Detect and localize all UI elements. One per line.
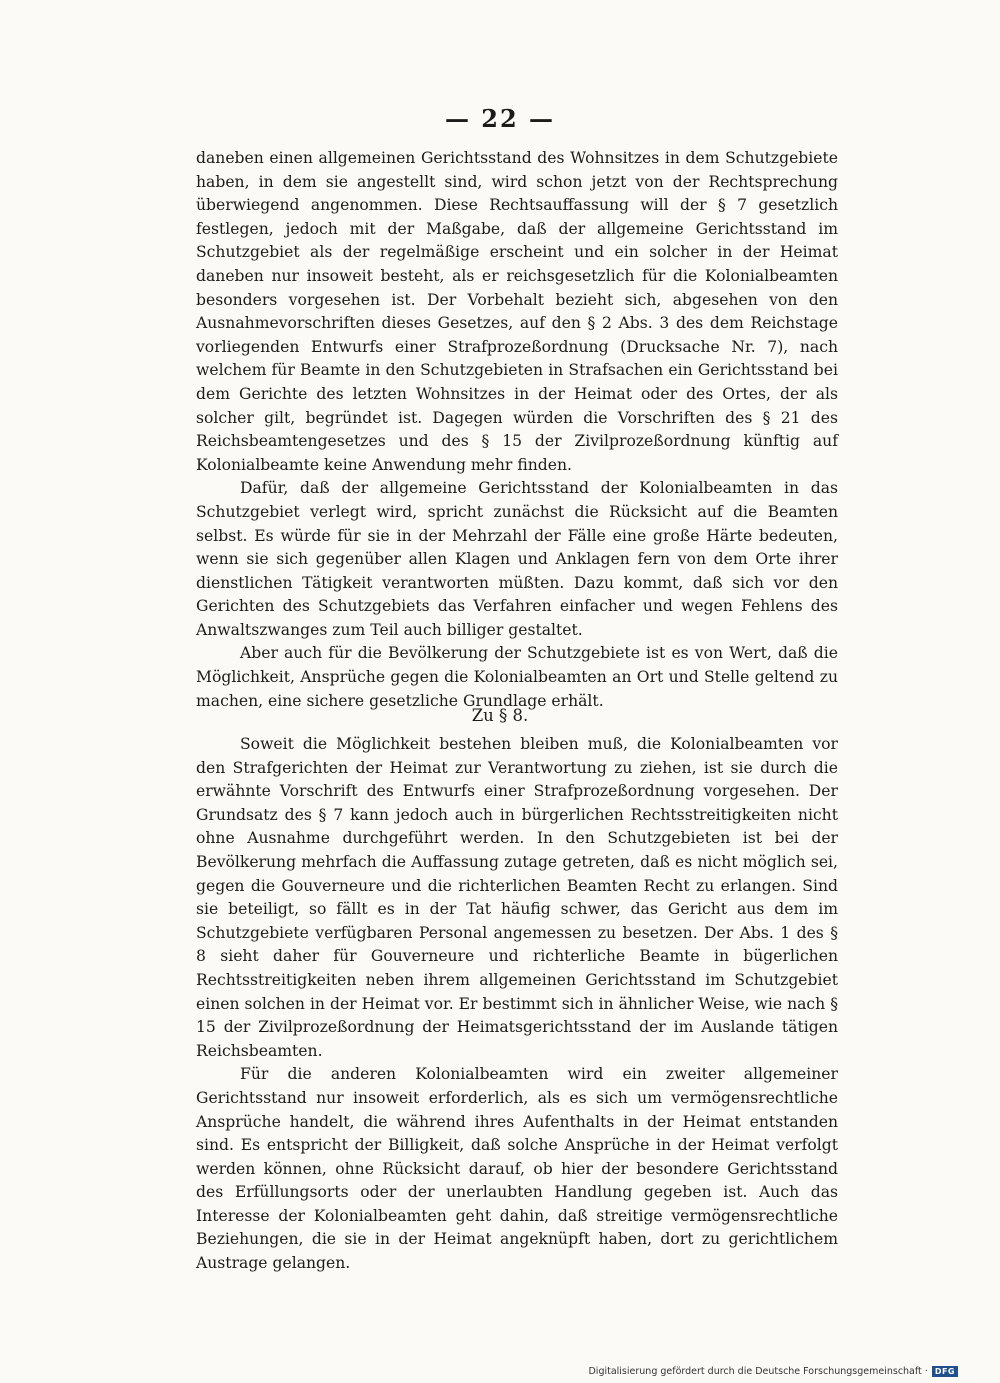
digitization-footer <box>588 1366 958 1377</box>
page-number: — 22 — <box>444 104 556 133</box>
paragraph: daneben einen allgemeinen Gerichtsstand des Wohnsitzes in dem Schutzgebiete haben, in dem sie angestellt sind, wird schon jetzt von der Rechtsprechung überwiegend angenommen. Diese Rechtsauffassung will der § 7 gesetzlich festlegen, jedoch mit der Maßgabe, daß der allgemeine Gerichtsstand im Schutzgebiet als der regelmäßige erscheint und ein solcher in der Heimat daneben nur insoweit besteht, als er reichsgesetzlich für die Kolonialbeamten besonders vorgesehen ist. Der Vorbehalt bezieht sich, abgesehen von den Ausnahmevorschriften dieses Gesetzes, auf den § 2 Abs. 3 des dem Reichstage vorliegenden Entwurfs einer Strafprozeßordnung (Drucksache Nr. 7), nach welchem für Beamte in den Schutzgebieten in Strafsachen ein Gerichtsstand bei dem Gerichte des letzten Wohnsitzes in der Heimat oder des Ortes, der als solcher gilt, begründet ist. Dagegen würden die Vorschriften des § 21 des Reichsbeamtengesetzes und des § 15 der Zivilprozeßordnung künftig auf Kolonialbeamte keine Anwendung mehr finden. <box>196 149 838 474</box>
section-heading: Zu § 8. <box>471 706 529 725</box>
dfg-logo: DFG <box>932 1366 958 1377</box>
section-1-text <box>196 147 838 713</box>
paragraph: Aber auch für die Bevölkerung der Schutzgebiete ist es von Wert, daß die Möglichkeit, Ansprüche gegen die Kolonialbeamten an Ort und Stelle geltend zu machen, eine sichere gesetzliche Grundlage erhält. <box>196 644 838 710</box>
footer-text: Digitalisierung gefördert durch die Deutsche Forschungsgemeinschaft · <box>588 1366 928 1377</box>
paragraph: Dafür, daß der allgemeine Gerichtsstand der Kolonialbeamten in das Schutzgebiet verlegt wird, spricht zunächst die Rücksicht auf die Beamten selbst. Es würde für sie in der Mehrzahl der Fälle eine große Härte bedeuten, wenn sie sich gegenüber allen Klagen und Anklagen fern von dem Orte ihrer dienstlichen Tätigkeit verantworten müßten. Dazu kommt, daß sich vor den Gerichten des Schutzgebiets das Verfahren einfacher und wegen Fehlens des Anwaltszwanges zum Teil auch billiger gestaltet. <box>196 479 838 639</box>
paragraph: Soweit die Möglichkeit bestehen bleiben muß, die Kolonialbeamten vor den Strafgerichten der Heimat zur Verantwortung zu ziehen, ist sie durch die erwähnte Vorschrift des Entwurfs einer Strafprozeßordnung vorgesehen. Der Grundsatz des § 7 kann jedoch auch in bürgerlichen Rechtsstreitigkeiten nicht ohne Ausnahme durchgeführt werden. In den Schutzgebieten ist bei der Bevölkerung mehrfach die Auffassung zutage getreten, daß es nicht möglich sei, gegen die Gouverneure und die richterlichen Beamten Recht zu erlangen. Sind sie beteiligt, so fällt es in der Tat häufig schwer, das Gericht aus dem im Schutzgebiete verfügbaren Personal angemessen zu besetzen. Der Abs. 1 des § 8 sieht daher für Gouverneure und richterliche Beamte in bügerlichen Rechtsstreitigkeiten neben ihrem allgemeinen Gerichtsstand im Schutzgebiet einen solchen in der Heimat vor. Er bestimmt sich in ähnlicher Weise, wie nach § 15 der Zivilprozeßordnung der Heimatsgerichtsstand der im Auslande tätigen Reichsbeamten. <box>196 735 838 1060</box>
section-2-text <box>196 733 838 1276</box>
paragraph: Für die anderen Kolonialbeamten wird ein zweiter allgemeiner Gerichtsstand nur insoweit erforderlich, als es sich um vermögensrechtliche Ansprüche handelt, die während ihres Aufenthalts in der Heimat entstanden sind. Es entspricht der Billigkeit, daß solche Ansprüche in der Heimat verfolgt werden können, ohne Rücksicht darauf, ob hier der besondere Gerichtsstand des Erfüllungsorts oder der unerlaubten Handlung gegeben ist. Auch das Interesse der Kolonialbeamten geht dahin, daß streitige vermögensrechtliche Beziehungen, die sie in der Heimat angeknüpft haben, dort zu gerichtlichem Austrage gelangen. <box>196 1065 838 1273</box>
